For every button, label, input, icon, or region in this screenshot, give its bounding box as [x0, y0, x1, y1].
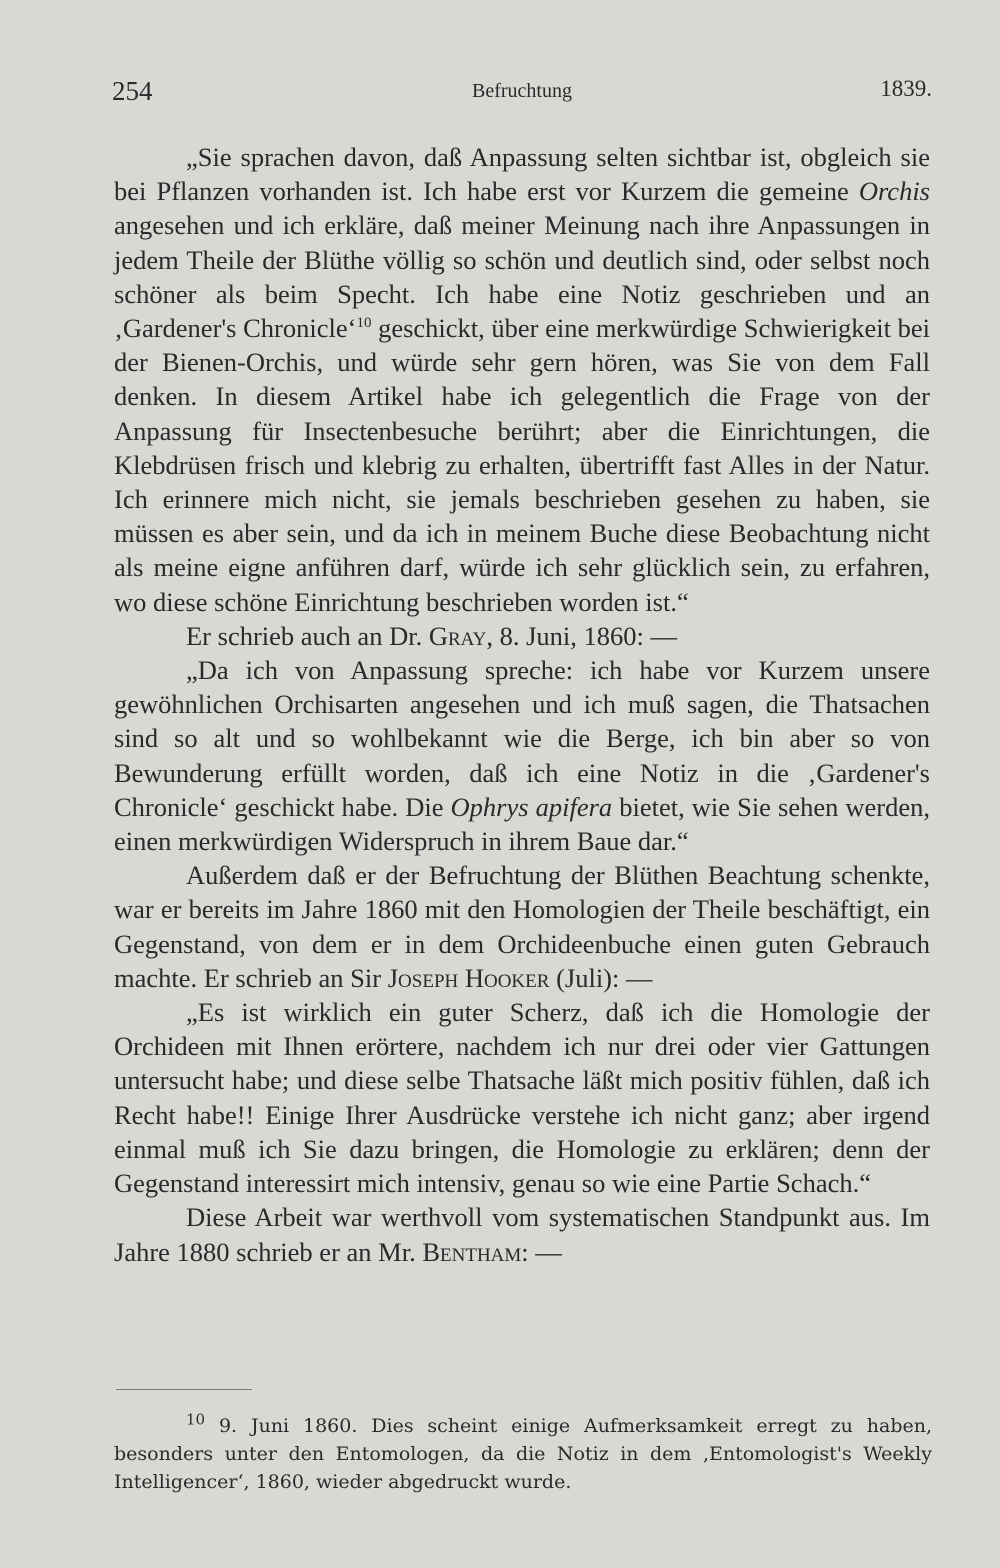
name-gray: Gray — [428, 620, 487, 651]
italic-term-ophrys: Ophrys apifera — [450, 791, 613, 822]
running-title: Befruchtung — [472, 80, 572, 102]
footnote-number: 10 — [186, 1410, 206, 1429]
paragraph-quote-3: „Es ist wirklich ein guter Scherz, daß ich die Homologie der Orchideen mit Ihnen erörtere, nachdem ich nur drei oder vier Gattungen untersucht habe; und diese selbe Thatsache läßt mich positiv fühlen, daß ich Recht habe!! Einige Ihrer Ausdrücke verstehe ich nicht ganz; aber irgend einmal muß ich Sie dazu bringen, die Homologie zu erklären; denn der Gegenstand interessirt mich intensiv, genau so wie eine Partie Schach.“ — [114, 997, 930, 1199]
footnote-rule — [116, 1389, 252, 1390]
footnote-text: 9. Juni 1860. Dies scheint einige Aufmerksamkeit erregt zu haben, besonders unter den Entomologen, da die Notiz in dem ‚Entomologist's Weekly Intelligencer‘, 1860, wieder abgedruckt wurde. — [114, 1415, 932, 1493]
page-header — [112, 72, 932, 112]
footnote-reference[interactable]: 10 — [356, 315, 372, 332]
name-hooker: Joseph Hooker — [387, 962, 550, 993]
paragraph-letter-gray: Er schrieb auch an Dr. Gray, 8. Juni, 1860: — — [186, 620, 678, 651]
paragraph-bentham: Diese Arbeit war werthvoll vom systematischen Standpunkt aus. Im Jahre 1880 schrieb er an Mr. Bentham: — — [114, 1202, 930, 1267]
page-number: 254 — [112, 76, 153, 106]
paragraph-quote-1: „Sie sprachen davon, daß Anpassung selten sichtbar ist, obgleich sie bei Pflanzen vorhanden ist. Ich habe erst vor Kurzem die gemeine Orchis angesehen und ich erkläre, daß meiner Meinung nach ihre Anpassungen in jedem Theile der Blüthe völlig so schön und deutlich sind, oder selbst noch schöner als beim Specht. Ich habe eine Notiz geschrieben und an ‚Gardener's Chronicle‘$^{10}$ geschickt, über eine merkwürdige Schwierigkeit bei der Bienen-Orchis, und würde sehr gern hören, was Sie von dem Fall denken. In diesem Artikel habe ich gelegentlich die Frage von der Anpassung für Insectenbesuche berührt; aber die Einrichtungen, die Klebdrüsen frisch und klebrig zu erhalten, übertrifft fast Alles in der Natur. Ich erinnere mich nicht, sie jemals beschrieben gesehen zu haben, sie müssen es aber sein, und da ich in meinem Buche diese Beobachtung nicht als meine eigne anführen darf, würde ich sehr glücklich sein, zu erfahren, wo diese schöne Einrichtung beschrieben worden ist.“ — [114, 142, 930, 617]
paragraph-homologies: Außerdem daß er der Befruchtung der Blüthen Beachtung schenkte, war er bereits im Jahre 1860 mit den Homologien der Theile beschäftigt, ein Gegenstand, von dem er in dem Orchideenbuche einen guten Gebrauch machte. Er schrieb an Sir Joseph Hooker (Juli): — — [114, 860, 930, 993]
italic-term-orchis: Orchis — [858, 176, 930, 207]
footnote — [114, 1412, 932, 1496]
body-text — [114, 140, 930, 1269]
name-bentham: Bentham — [422, 1236, 522, 1267]
paragraph-quote-2: „Da ich von Anpassung spreche: ich habe vor Kurzem unsere gewöhnlichen Orchisarten angesehen und ich muß sagen, die Thatsachen sind so alt und so wohlbekannt wie die Berge, ich bin aber so von Bewunderung erfüllt worden, daß ich eine Notiz in die ‚Gardener's Chronicle‘ geschickt habe. Die Ophrys apifera bietet, wie Sie sehen werden, einen merkwürdigen Widerspruch in ihrem Baue dar.“ — [114, 655, 931, 857]
header-year: 1839. — [880, 76, 932, 101]
